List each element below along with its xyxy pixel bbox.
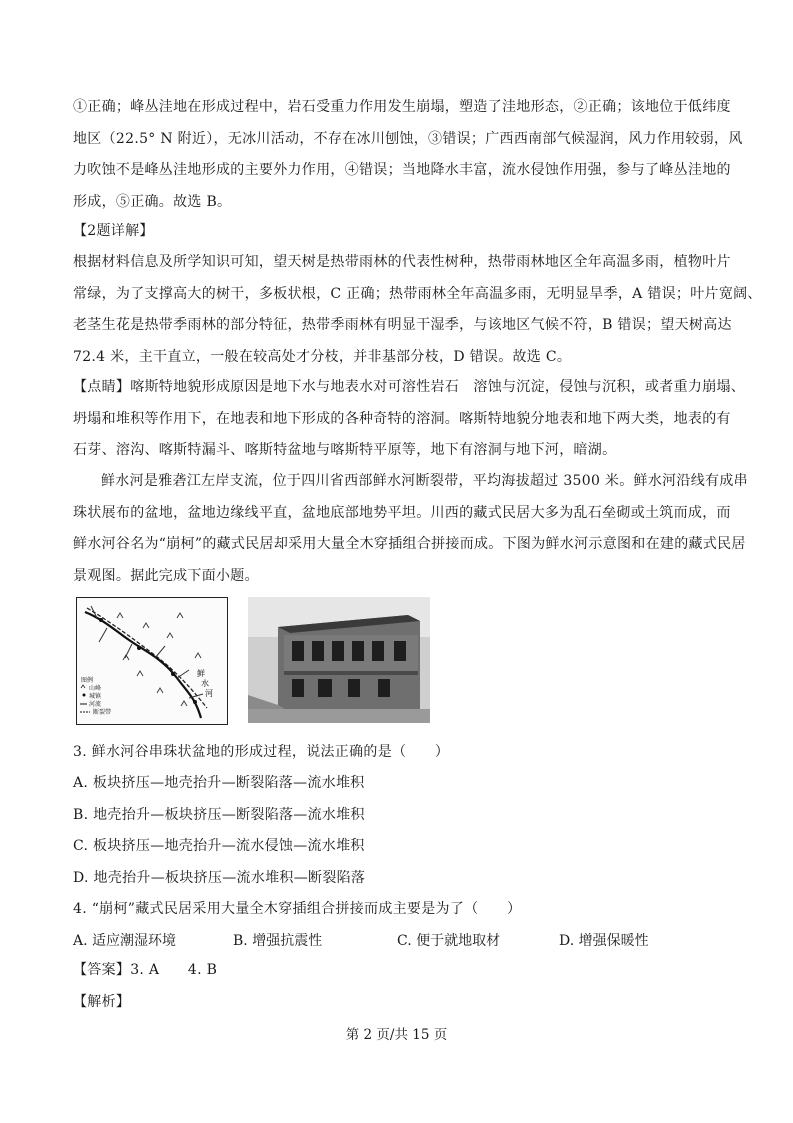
text-line: 老茎生花是热带季雨林的部分特征，热带季雨林有明显干湿季，与该地区气候不符，B 错误；望天树高达 bbox=[73, 317, 732, 334]
text-line: 石芽、溶沟、喀斯特漏斗、喀斯特盆地与喀斯特平原等，地下有溶洞与地下河，暗湖。 bbox=[73, 442, 617, 459]
text-line: ①正确；峰丛洼地在形成过程中，岩石受重力作用发生崩塌，塑造了洼地形态，②正确；该地位于低纬度 bbox=[73, 99, 731, 115]
text-line: 景观图。据此完成下面小题。 bbox=[73, 567, 259, 584]
text-line: 鲜水河谷名为“崩柯”的藏式民居却采用大量全木穿插组合拼接而成。下图为鲜水河示意图和在建的藏式民居 bbox=[73, 536, 746, 553]
map-legend bbox=[81, 676, 111, 716]
text-line: 72.4 米，主干直立，一般在较高处才分枝，并非基部分枝，D 错误。故选 C。 bbox=[73, 348, 572, 365]
analysis-heading: 【解析】 bbox=[73, 993, 131, 1010]
answer-section bbox=[73, 955, 721, 1018]
river-map bbox=[77, 598, 226, 723]
tibetan-house-photo bbox=[248, 597, 430, 723]
figures bbox=[76, 597, 436, 725]
map-label: 水 bbox=[201, 679, 209, 688]
option-c: C. 便于就地取材 bbox=[397, 933, 501, 949]
q2-heading bbox=[73, 216, 721, 248]
option-a: A. 板块挤压—地壳抬升—断裂陷落—流水堆积 bbox=[73, 775, 365, 791]
svg-text:城镇: 城镇 bbox=[89, 693, 102, 700]
option-b: B. 增强抗震性 bbox=[233, 933, 323, 949]
question-3-stem bbox=[73, 737, 721, 769]
page-footer: 第 2 页/共 15 页 bbox=[345, 1027, 448, 1043]
text-line: 坍塌和堆积等作用下，在地表和地下形成的各种奇特的溶洞。喀斯特地貌分地表和地下两大类，地表的有 bbox=[73, 410, 731, 427]
option-b: B. 地壳抬升—板块挤压—断裂陷落—流水堆积 bbox=[73, 806, 365, 823]
text-line: 地区（22.5° N 附近），无冰川活动，不存在冰川刨蚀，③错误；广西西南部气候湿润，风力作用较弱，风 bbox=[73, 130, 743, 147]
section-heading: 【2题详解】 bbox=[73, 223, 154, 239]
option-d: D. 增强保暖性 bbox=[559, 933, 649, 949]
text-line: 3. 鲜水河谷串珠状盆地的形成过程，说法正确的是（ ） bbox=[73, 744, 450, 760]
text-line: 珠状展布的盆地，盆地边缘线平直，盆地底部地势平坦。川西的藏式民居大多为乱石垒砌或土筑而成，而 bbox=[73, 504, 731, 521]
material-section bbox=[73, 466, 748, 592]
explanation-q1 bbox=[73, 92, 743, 218]
text-line: 【点睛】喀斯特地貌形成原因是地下水与地表水对可溶性岩石 溶蚀与沉淀，侵蚀与沉积，或者重力崩塌、 bbox=[73, 379, 746, 395]
option-d: D. 地壳抬升—板块挤压—流水堆积—断裂陷落 bbox=[73, 869, 366, 886]
question-4-stem bbox=[73, 894, 721, 926]
text-line: 力吹蚀不是峰丛洼地形成的主要外力作用，④错误；当地降水丰富，流水侵蚀作用强，参与了峰丛洼地的 bbox=[73, 162, 731, 179]
svg-text:山峰: 山峰 bbox=[89, 685, 102, 692]
text-line: 形成，⑤正确。故选 B。 bbox=[73, 193, 232, 210]
map-label: 河 bbox=[205, 689, 213, 698]
towns bbox=[99, 618, 197, 704]
text-line: 4. “崩柯”藏式民居采用大量全木穿插组合拼接而成主要是为了（ ） bbox=[73, 901, 522, 917]
question-3-options bbox=[73, 768, 721, 894]
q2-detail bbox=[73, 247, 762, 373]
text-line: 常绿，为了支撑高大的树干，多板状根，C 正确；热带雨林全年高温多雨，无明显旱季，A 错误；叶片宽阔、 bbox=[73, 285, 762, 302]
svg-text:断裂带: 断裂带 bbox=[93, 709, 112, 716]
river-map-figure bbox=[76, 597, 228, 725]
tips-section bbox=[73, 372, 746, 467]
text-line: 鲜水河是雅砻江左岸支流，位于四川省西部鲜水河断裂带，平均海拔超过 3500 米。鲜水河沿线有成串 bbox=[101, 473, 748, 489]
option-a: A. 适应潮湿环境 bbox=[73, 933, 177, 949]
text-line: 根据材料信息及所学知识可知，望天树是热带雨林的代表性树种，热带雨林地区全年高温多雨，植物叶片 bbox=[73, 254, 731, 270]
svg-text:河流: 河流 bbox=[89, 701, 102, 708]
svg-text:图例: 图例 bbox=[81, 677, 94, 684]
map-label: 鲜 bbox=[197, 669, 205, 678]
option-c: C. 板块挤压—地壳抬升—流水侵蚀—流水堆积 bbox=[73, 838, 365, 855]
answer-line: 【答案】3. A 4. B bbox=[73, 962, 218, 978]
house-illustration bbox=[248, 597, 430, 723]
